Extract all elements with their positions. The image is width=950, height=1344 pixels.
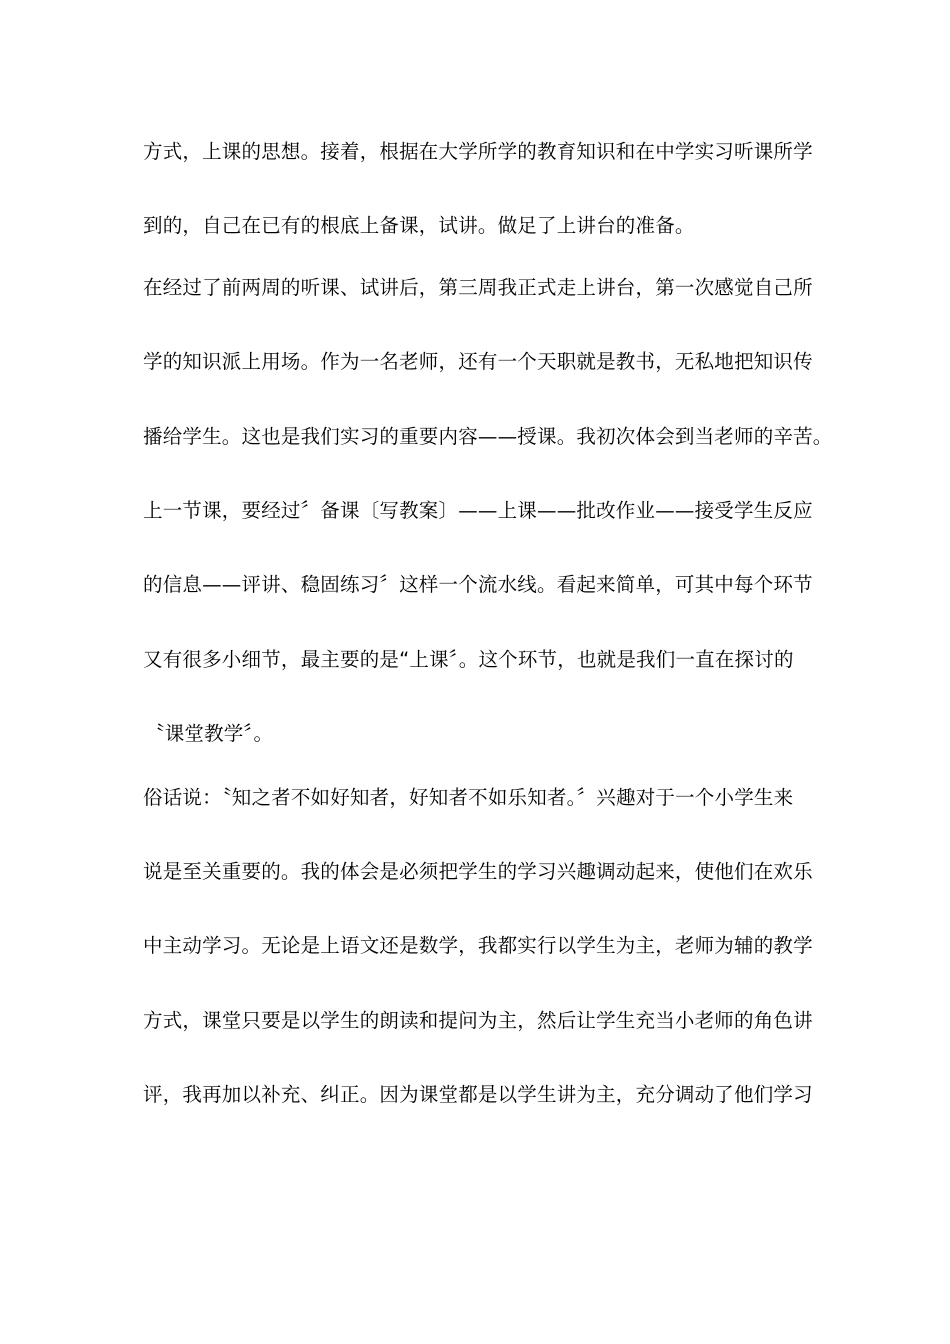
text-line-8: 又有很多小细节，最主要的是“上课〞。这个环节，也就是我们一直在探讨的 <box>143 648 794 671</box>
text-line-4: 学的知识派上用场。作为一名老师，还有一个天职就是教书，无私地把知识传 <box>143 350 813 373</box>
text-line-7: 的信息——评讲、稳固练习〞这样一个流水线。看起来简单，可其中每个环节 <box>143 573 813 596</box>
text-line-9: 〝课堂教学〞。 <box>145 722 274 745</box>
text-line-12: 中主动学习。无论是上语文还是数学，我都实行以学生为主，老师为辅的教学 <box>143 934 813 957</box>
text-line-5: 播给学生。这也是我们实习的重要内容——授课。我初次体会到当老师的辛苦。 <box>143 425 833 448</box>
text-line-14: 评，我再加以补充、纠正。因为课堂都是以学生讲为主，充分调动了他们学习 <box>143 1083 813 1106</box>
text-line-1: 方式，上课的思想。接着，根据在大学所学的教育知识和在中学实习听课所学 <box>143 140 813 163</box>
text-line-3: 在经过了前两周的听课、试讲后，第三周我正式走上讲台，第一次感觉自己所 <box>143 276 813 299</box>
text-line-13: 方式，课堂只要是以学生的朗读和提问为主，然后让学生充当小老师的角色讲 <box>143 1009 813 1032</box>
text-line-11: 说是至关重要的。我的体会是必须把学生的学习兴趣调动起来，使他们在欢乐 <box>143 860 813 883</box>
text-line-10: 俗话说：〝知之者不如好知者，好知者不如乐知者。〞兴趣对于一个小学生来 <box>143 786 794 809</box>
text-line-2: 到的，自己在已有的根底上备课，试讲。做足了上讲台的准备。 <box>143 214 695 237</box>
text-line-6: 上一节课，要经过〞备课〔写教案〕——上课——批改作业——接受学生反应 <box>143 499 813 522</box>
